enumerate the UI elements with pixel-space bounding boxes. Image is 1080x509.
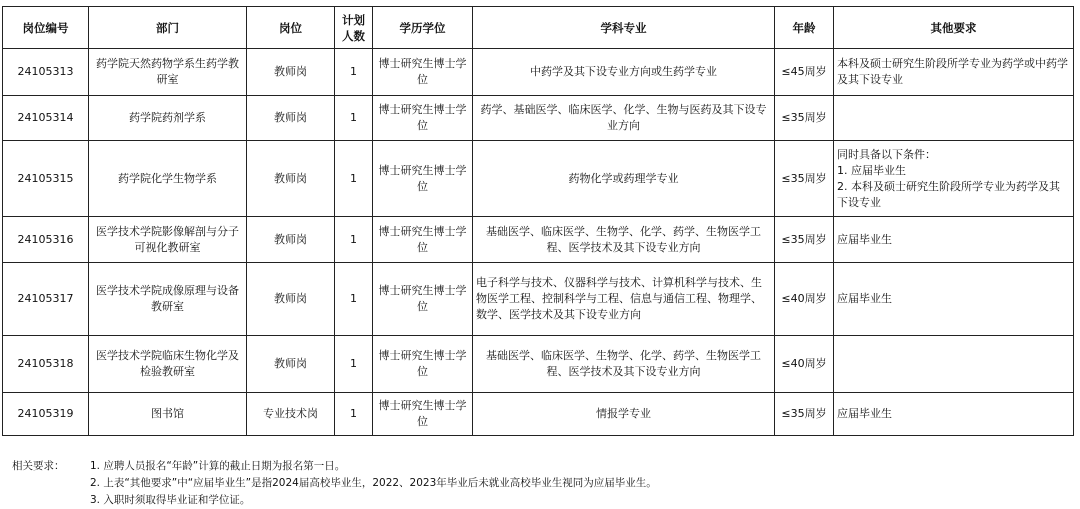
header-plan-count: 计划人数 — [335, 7, 373, 49]
cell-major: 中药学及其下设专业方向或生药学专业 — [473, 49, 775, 96]
cell-major: 情报学专业 — [473, 393, 775, 436]
cell-post: 教师岗 — [247, 336, 335, 393]
notes-list — [90, 458, 1070, 509]
header-department: 部门 — [89, 7, 247, 49]
cell-other-requirements: 应届毕业生 — [834, 263, 1074, 336]
note-item: 2. 上表“其他要求”中“应届毕业生”是指2024届高校毕业生，2022、2023年毕业后未就业高校毕业生视同为应届毕业生。 — [90, 477, 657, 489]
cell-department: 图书馆 — [89, 393, 247, 436]
cell-department: 药学院药剂学系 — [89, 96, 247, 141]
cell-education: 博士研究生博士学位 — [373, 141, 473, 217]
cell-major: 基础医学、临床医学、生物学、化学、药学、生物医学工程、医学技术及其下设专业方向 — [473, 217, 775, 263]
cell-post-id: 24105317 — [3, 263, 89, 336]
cell-department: 医学技术学院成像原理与设备教研室 — [89, 263, 247, 336]
cell-plan-count: 1 — [335, 263, 373, 336]
cell-department: 药学院化学生物学系 — [89, 141, 247, 217]
cell-post: 教师岗 — [247, 217, 335, 263]
note-item: 1. 应聘人员报名“年龄”计算的截止日期为报名第一日。 — [90, 460, 346, 472]
table-row — [3, 336, 1074, 393]
header-age: 年龄 — [775, 7, 834, 49]
table-row — [3, 141, 1074, 217]
cell-post-id: 24105319 — [3, 393, 89, 436]
cell-major: 药学、基础医学、临床医学、化学、生物与医药及其下设专业方向 — [473, 96, 775, 141]
cell-major: 基础医学、临床医学、生物学、化学、药学、生物医学工程、医学技术及其下设专业方向 — [473, 336, 775, 393]
cell-education: 博士研究生博士学位 — [373, 263, 473, 336]
notes-label: 相关要求： — [12, 460, 65, 472]
cell-education: 博士研究生博士学位 — [373, 49, 473, 96]
cell-post: 教师岗 — [247, 141, 335, 217]
cell-age: ≤35周岁 — [775, 217, 834, 263]
cell-plan-count: 1 — [335, 336, 373, 393]
header-education: 学历学位 — [373, 7, 473, 49]
table-row — [3, 96, 1074, 141]
cell-post-id: 24105316 — [3, 217, 89, 263]
cell-post-id: 24105318 — [3, 336, 89, 393]
cell-other-requirements — [834, 336, 1074, 393]
cell-post: 教师岗 — [247, 263, 335, 336]
table-row — [3, 393, 1074, 436]
cell-education: 博士研究生博士学位 — [373, 393, 473, 436]
cell-other-requirements — [834, 96, 1074, 141]
cell-post-id: 24105314 — [3, 96, 89, 141]
cell-plan-count: 1 — [335, 393, 373, 436]
cell-post: 专业技术岗 — [247, 393, 335, 436]
cell-department: 药学院天然药物学系生药学教研室 — [89, 49, 247, 96]
cell-plan-count: 1 — [335, 141, 373, 217]
cell-department: 医学技术学院影像解剖与分子可视化教研室 — [89, 217, 247, 263]
cell-post-id: 24105315 — [3, 141, 89, 217]
cell-age: ≤35周岁 — [775, 141, 834, 217]
table-row — [3, 49, 1074, 96]
cell-other-requirements: 本科及硕士研究生阶段所学专业为药学或中药学及其下设专业 — [834, 49, 1074, 96]
table-row — [3, 263, 1074, 336]
header-other-requirements: 其他要求 — [834, 7, 1074, 49]
recruitment-table — [2, 6, 1074, 436]
cell-other-requirements: 应届毕业生 — [834, 217, 1074, 263]
cell-age: ≤40周岁 — [775, 336, 834, 393]
header-major: 学科专业 — [473, 7, 775, 49]
cell-post-id: 24105313 — [3, 49, 89, 96]
table-header-row — [3, 7, 1074, 49]
cell-education: 博士研究生博士学位 — [373, 96, 473, 141]
header-post: 岗位 — [247, 7, 335, 49]
table-row — [3, 217, 1074, 263]
cell-plan-count: 1 — [335, 96, 373, 141]
cell-age: ≤45周岁 — [775, 49, 834, 96]
cell-other-requirements: 同时具备以下条件： 1. 应届毕业生 2. 本科及硕士研究生阶段所学专业为药学及其下设专业 — [834, 141, 1074, 217]
cell-plan-count: 1 — [335, 49, 373, 96]
cell-age: ≤35周岁 — [775, 96, 834, 141]
cell-department: 医学技术学院临床生物化学及检验教研室 — [89, 336, 247, 393]
cell-post: 教师岗 — [247, 96, 335, 141]
cell-age: ≤35周岁 — [775, 393, 834, 436]
header-post-id: 岗位编号 — [3, 7, 89, 49]
cell-major: 电子科学与技术、仪器科学与技术、计算机科学与技术、生物医学工程、控制科学与工程、信息与通信工程、物理学、数学、医学技术及其下设专业方向 — [473, 263, 775, 336]
cell-plan-count: 1 — [335, 217, 373, 263]
cell-major: 药物化学或药理学专业 — [473, 141, 775, 217]
cell-other-requirements: 应届毕业生 — [834, 393, 1074, 436]
cell-post: 教师岗 — [247, 49, 335, 96]
cell-education: 博士研究生博士学位 — [373, 336, 473, 393]
cell-education: 博士研究生博士学位 — [373, 217, 473, 263]
cell-age: ≤40周岁 — [775, 263, 834, 336]
note-item: 3. 入职时须取得毕业证和学位证。 — [90, 494, 251, 506]
